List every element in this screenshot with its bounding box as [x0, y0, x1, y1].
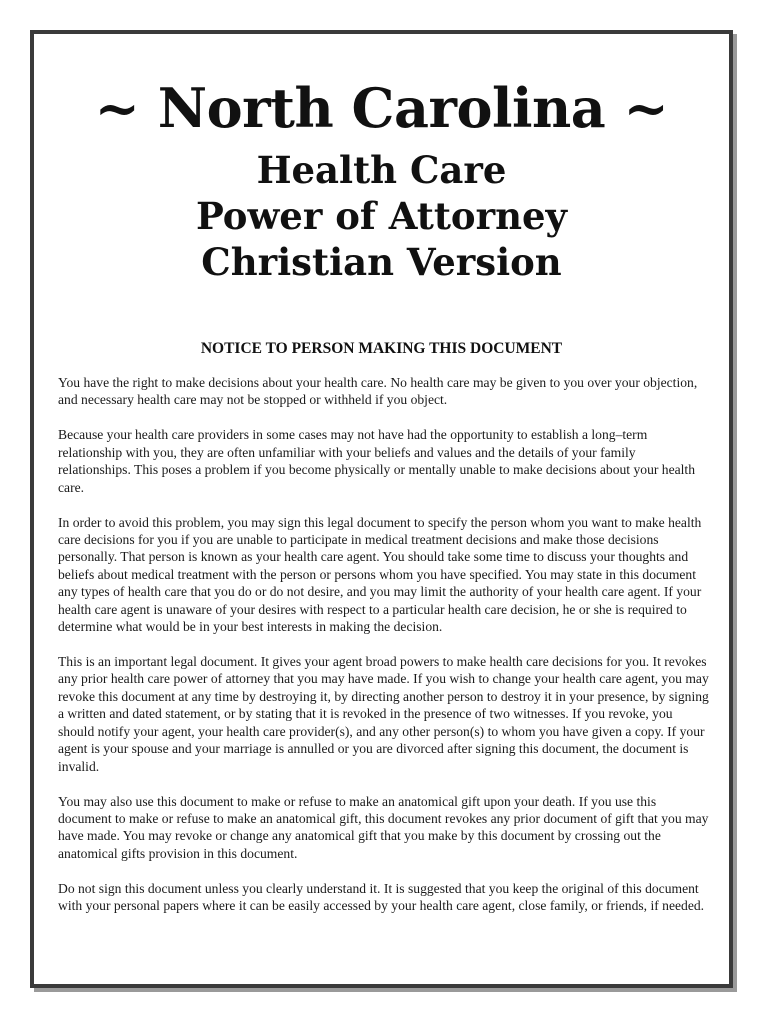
- document-title: ~ North Carolina ~: [94, 76, 669, 140]
- paragraph-right-to-decide: You have the right to make decisions about your health care. No health care may be given to you over your objection, and necessary health care may not be stopped or withheld if you object.: [58, 375, 698, 408]
- document-subtitle: [34, 147, 729, 285]
- document-page: [30, 30, 733, 988]
- paragraph-providers: Because your health care providers in some cases may not have had the opportunity to establish a long–term relationship with you, they are often unfamiliar with your beliefs and values and the details of your family relationships. This poses a problem if you become physically or mentally unable to make decisions about your health care.: [58, 427, 696, 495]
- paragraph-legal-document: This is an important legal document. It gives your agent broad powers to make health care decisions for you. It revokes any prior health care power of attorney that you may have made. If you wish to change your health care agent, you may revoke this document at any time by destroying it, by directing another person to destroy it in your presence, by signing a written and dated statement, or by stating that it is revoked in the presence of two witnesses. If you revoke, you should notify your agent, your health care provider(s), and any other person(s) to whom you have given a copy. If your agent is your spouse and your marriage is annulled or you are divorced after signing this document, the document is invalid.: [58, 654, 709, 774]
- paragraph-do-not-sign: Do not sign this document unless you clearly understand it. It is suggested that you keep the original of this document with your personal papers where it can be easily accessed by your health care agent, close family, or friends, if needed.: [58, 880, 705, 914]
- paragraph-anatomical-gift: You may also use this document to make or refuse to make an anatomical gift upon your death. If you use this document to make or refuse to make an anatomical gift, this document revokes any prior document of gift that you may have made. You may revoke or change any anatomical gift that you make by this document by crossing out the anatomical gifts provision in this document.: [58, 793, 709, 861]
- notice-body: [58, 374, 709, 932]
- paragraph-health-care-agent: In order to avoid this problem, you may sign this legal document to specify the person whom you want to make health care decisions for you if you are unable to participate in medical treatment decisions and make those decisions personally. That person is known as your health care agent. You should take some time to discuss your thoughts and beliefs about medical treatment with the person or persons whom you have specified. You may state in this document any types of health care that you do or do not desire, and you may limit the authority of your health care agent. If your health care agent is unaware of your desires with respect to a particular health care decision, he or she is required to determine what would be in your best interests in making the decision.: [58, 514, 702, 635]
- notice-heading: NOTICE TO PERSON MAKING THIS DOCUMENT: [200, 340, 563, 357]
- subtitle-line-christian-version: Christian Version: [201, 240, 562, 284]
- subtitle-line-power-of-attorney: Power of Attorney: [195, 194, 568, 238]
- subtitle-line-health-care: Health Care: [256, 148, 507, 192]
